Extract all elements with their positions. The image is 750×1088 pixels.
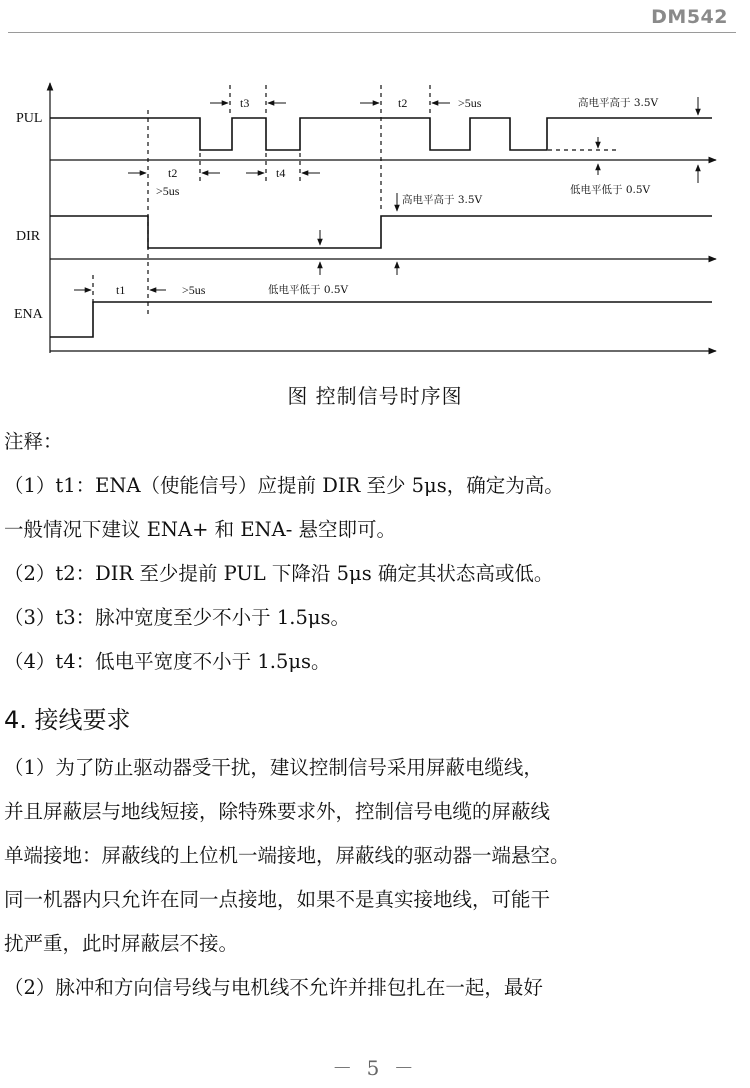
- dir-low-note: 低电平低于 0.5V: [268, 284, 349, 296]
- note-line-3: （2）t2：DIR 至少提前 PUL 下降沿 5μs 确定其状态高或低。: [4, 562, 554, 585]
- pul-label: PUL: [16, 111, 43, 126]
- t3-label: t3: [240, 96, 250, 110]
- section-line-3: 单端接地：屏蔽线的上位机一端接地，屏蔽线的驱动器一端悬空。: [4, 844, 570, 867]
- timing-diagram: [0, 75, 750, 365]
- note-line-2: 一般情况下建议 ENA+ 和 ENA- 悬空即可。: [4, 518, 396, 541]
- dir-high-note: 高电平高于 3.5V: [402, 194, 483, 206]
- pul-high-note: 高电平高于 3.5V: [578, 97, 659, 109]
- t2-bottom-label: t2: [168, 166, 178, 180]
- header-model: DM542: [651, 6, 728, 28]
- t2-top-label: t2: [398, 96, 408, 110]
- note-line-4: （3）t3：脉冲宽度至少不小于 1.5μs。: [4, 606, 351, 629]
- document-body: [4, 420, 744, 1010]
- dir-waveform: [50, 216, 712, 248]
- ena-waveform: [50, 302, 712, 337]
- note-line-1: （1）t1：ENA（使能信号）应提前 DIR 至少 5μs，确定为高。: [4, 474, 564, 497]
- dir-label: DIR: [16, 229, 41, 244]
- ena-label: ENA: [14, 307, 43, 322]
- gt5us-ena-label: >5us: [182, 283, 206, 297]
- page-number: － 5 －: [332, 1056, 418, 1080]
- section-line-4: 同一机器内只允许在同一点接地，如果不是真实接地线，可能干: [4, 888, 551, 911]
- figure-caption: 图 控制信号时序图: [287, 384, 463, 408]
- section-heading: 4. 接线要求: [4, 706, 131, 734]
- gt5us-bottom-label: >5us: [156, 184, 180, 198]
- t4-label: t4: [276, 166, 286, 180]
- notes-title: 注释：: [4, 430, 63, 453]
- pul-low-note: 低电平低于 0.5V: [570, 184, 651, 196]
- header-divider: [8, 32, 736, 33]
- gt5us-top-label: >5us: [458, 96, 482, 110]
- t1-label: t1: [116, 283, 126, 297]
- section-line-5: 扰严重，此时屏蔽层不接。: [4, 932, 239, 955]
- section-line-6: （2）脉冲和方向信号线与电机线不允许并排包扎在一起，最好: [4, 976, 543, 999]
- section-line-1: （1）为了防止驱动器受干扰，建议控制信号采用屏蔽电缆线，: [4, 756, 543, 779]
- section-line-2: 并且屏蔽层与地线短接，除特殊要求外，控制信号电缆的屏蔽线: [4, 800, 551, 823]
- note-line-5: （4）t4：低电平宽度不小于 1.5μs。: [4, 650, 331, 673]
